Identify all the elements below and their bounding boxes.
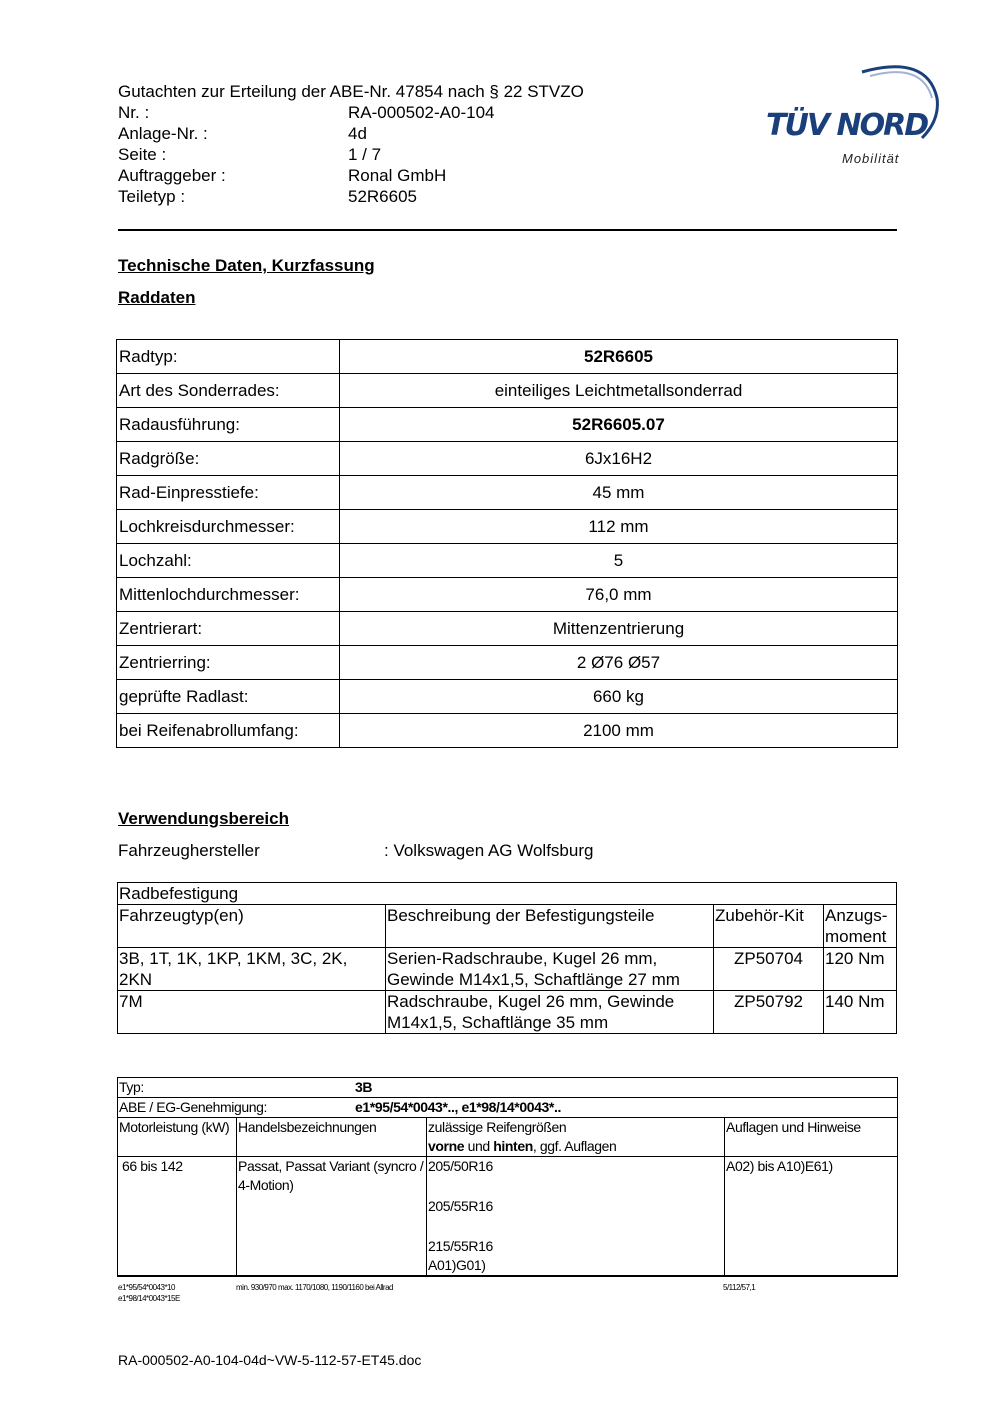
wheel-value: Mittenzentrierung [340,612,898,646]
header-value: 52R6605 [348,187,418,206]
wheel-value: 2 Ø76 Ø57 [340,646,898,680]
fixing-types: 7M [118,991,386,1034]
table-row [117,646,898,680]
wheel-value: 2100 mm [340,714,898,748]
row-notes: A02) bis A10)E61) [725,1157,898,1277]
table-row [117,680,898,714]
fixing-desc: Serien-Radschraube, Kugel 26 mm, Gewinde M14x1,5, Schaftlänge 27 mm [386,948,714,991]
table-row [118,1118,898,1157]
small-weights: min. 930/970 max. 1170/1080, 1190/1160 bei Allrad [236,1283,393,1292]
table-row [117,408,898,442]
tyre-size: 205/55R16 [428,1198,493,1214]
header-value: 1 / 7 [348,145,382,164]
header-label: Anlage-Nr. : [118,124,208,143]
table-row [117,544,898,578]
document-header [118,81,584,207]
fixing-kit: ZP50704 [714,948,824,991]
wheel-value: einteiliges Leichtmetallsonderrad [340,374,898,408]
fixing-header: Zubehör-Kit [714,905,824,948]
logo-subtitle: Mobilität [842,151,900,166]
small-approvals [118,1282,228,1304]
typ-value: 3B [355,1079,373,1095]
wheel-label: Art des Sonderrades: [117,374,340,408]
manufacturer-label: Fahrzeughersteller [118,841,260,860]
table-row [117,476,898,510]
table-row [117,578,898,612]
fixing-title: Radbefestigung [118,883,897,905]
wheel-label: Radausführung: [117,408,340,442]
table-row [118,991,897,1034]
fixing-desc: Radschraube, Kugel 26 mm, Gewinde M14x1,5, Schaftlänge 35 mm [386,991,714,1034]
wheel-value: 52R6605 [340,340,898,374]
wheel-value: 52R6605.07 [340,408,898,442]
table-row [118,1157,898,1277]
header-tyres-rear: hinten [493,1138,533,1154]
header-tyres-and: und [464,1138,494,1154]
row-power: 66 bis 142 [118,1157,237,1277]
footer-filename: RA-000502-A0-104-04d~VW-5-112-57-ET45.doc [118,1352,422,1368]
fixing-torque: 140 Nm [824,991,897,1034]
table-row [117,442,898,476]
tyre-size: 215/55R16 [428,1238,493,1254]
wheel-label: bei Reifenabrollumfang: [117,714,340,748]
table-row [117,714,898,748]
tyre-size: 205/50R16 [428,1158,493,1174]
table-row [117,340,898,374]
header-label: Seite : [118,145,167,164]
header-tyres-front: vorne [428,1138,465,1154]
header-tyres [427,1118,725,1157]
table-row [117,612,898,646]
header-row-anlage [118,123,584,144]
table-row [117,510,898,544]
fixing-header: Anzugs-moment [824,905,897,948]
fixing-torque: 120 Nm [824,948,897,991]
wheel-label: Mittenlochdurchmesser: [117,578,340,612]
small-bolt-pattern: 5/112/57,1 [723,1283,756,1292]
wheel-label: Zentrierring: [117,646,340,680]
tuv-nord-logo [762,58,942,173]
wheel-value: 5 [340,544,898,578]
header-label: Teiletyp : [118,187,186,206]
section-heading-tech: Technische Daten, Kurzfassung [118,256,375,275]
wheel-value: 112 mm [340,510,898,544]
header-row-auftraggeber [118,165,584,186]
fixing-table [117,882,897,1034]
abe-value: e1*95/54*0043*.., e1*98/14*0043*.. [355,1099,561,1115]
vehicle-type-table [117,1077,898,1277]
header-row-nr [118,102,584,123]
wheel-label: Lochkreisdurchmesser: [117,510,340,544]
header-value: 4d [348,124,367,143]
header-row-teiletyp [118,186,584,207]
fixing-header: Beschreibung der Befestigungsteile [386,905,714,948]
table-row [117,374,898,408]
table-row [118,883,897,905]
header-value: RA-000502-A0-104 [348,103,495,122]
section-heading-raddaten: Raddaten [118,288,196,307]
row-tyres [427,1157,725,1277]
manufacturer-line [118,841,593,861]
section-heading-verwendung: Verwendungsbereich [118,809,289,828]
header-label: Nr. : [118,103,150,122]
wheel-label: Radtyp: [117,340,340,374]
header-notes: Auflagen und Hinweise [725,1118,898,1157]
wheel-value: 76,0 mm [340,578,898,612]
logo-brand: TÜV NORD [766,108,928,143]
abe-label: ABE / EG-Genehmigung: [119,1099,268,1115]
report-title: Gutachten zur Erteilung der ABE-Nr. 47854 nach § 22 STVZO [118,82,584,101]
header-label: Auftraggeber : [118,166,226,185]
row-names: Passat, Passat Variant (syncro / 4-Motion) [237,1157,427,1277]
table-row [118,905,897,948]
wheel-label: Zentrierart: [117,612,340,646]
wheel-value: 6Jx16H2 [340,442,898,476]
fixing-kit: ZP50792 [714,991,824,1034]
small-approval: e1*95/54*0043*10 [118,1283,175,1292]
abe-row [118,1098,898,1118]
small-approval: e1*98/14*0043*15E [118,1294,180,1303]
wheel-label: Lochzahl: [117,544,340,578]
header-power: Motorleistung (kW) [118,1118,237,1157]
header-divider [118,229,897,231]
header-row-seite [118,144,584,165]
wheel-label: Radgröße: [117,442,340,476]
typ-label: Typ: [119,1079,144,1095]
wheel-data-table [116,339,898,748]
table-row [118,1098,898,1118]
table-row [118,1078,898,1098]
typ-row [118,1078,898,1098]
table-row [118,948,897,991]
fixing-types: 3B, 1T, 1K, 1KP, 1KM, 3C, 2K, 2KN [118,948,386,991]
header-value: Ronal GmbH [348,166,447,185]
fixing-header: Fahrzeugtyp(en) [118,905,386,948]
tyre-note: A01)G01) [428,1257,486,1273]
manufacturer-value: : Volkswagen AG Wolfsburg [384,841,594,860]
wheel-label: geprüfte Radlast: [117,680,340,714]
wheel-label: Rad-Einpresstiefe: [117,476,340,510]
header-tyres-line1: zulässige Reifengrößen [428,1119,567,1135]
header-tyres-conditions: , ggf. Auflagen [532,1138,617,1154]
wheel-value: 45 mm [340,476,898,510]
wheel-value: 660 kg [340,680,898,714]
header-names: Handelsbezeichnungen [237,1118,427,1157]
